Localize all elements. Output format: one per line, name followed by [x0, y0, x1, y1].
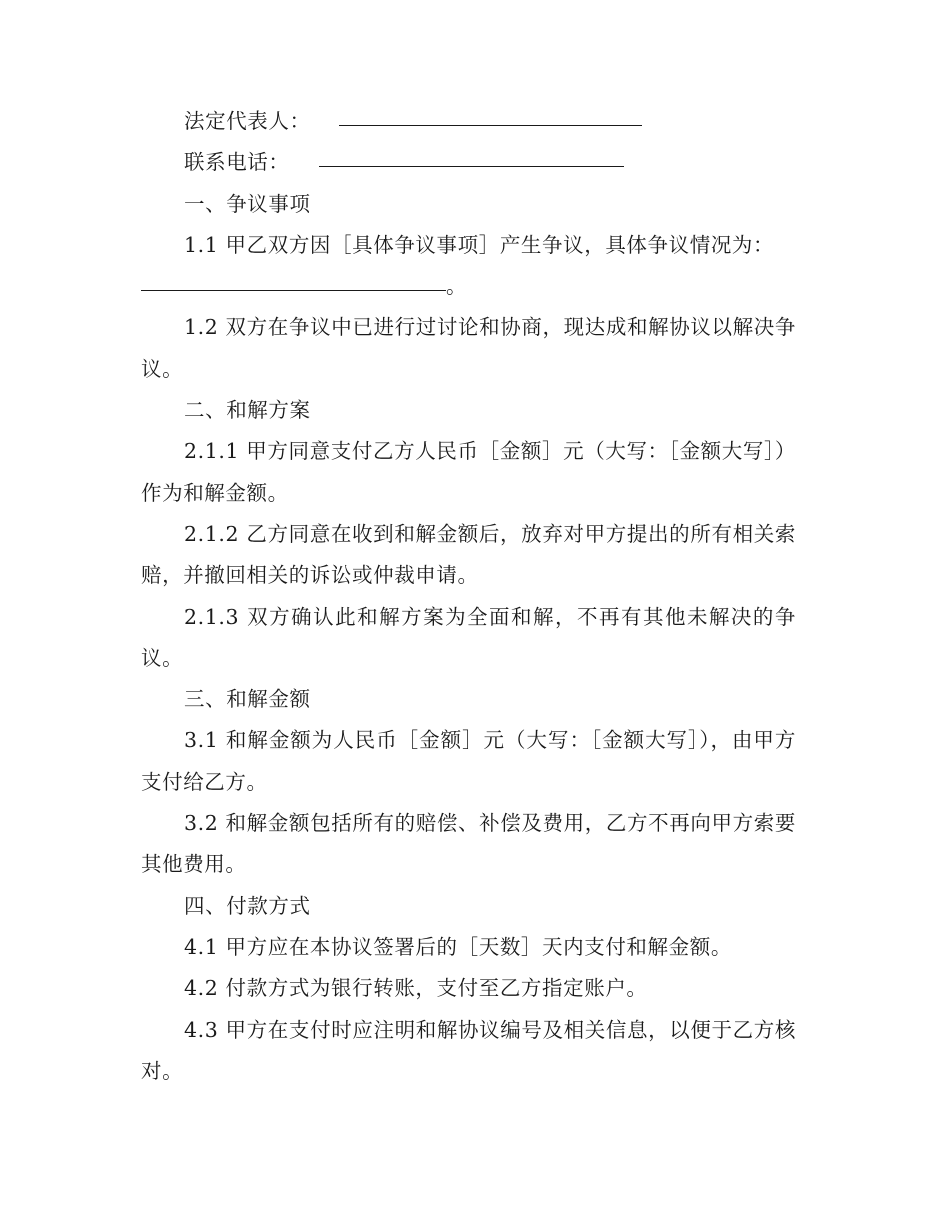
clause-1-2: 1.2 双方在争议中已进行过讨论和协商，现达成和解协议以解决争议。: [141, 315, 796, 381]
section-3-title: 三、和解金额: [184, 687, 311, 712]
section-4-title: 四、付款方式: [184, 893, 311, 918]
dispute-details-blank-line[interactable]: [141, 289, 446, 291]
clause-1-1-end: 。: [446, 274, 468, 299]
clause-4-2: 4.2 付款方式为银行转账，支付至乙方指定账户。: [184, 976, 648, 1001]
legal-rep-field: [141, 101, 796, 142]
clause-1-1-continuation: [141, 266, 796, 307]
clause-3-1: 3.1 和解金额为人民币［金额］元（大写：［金额大写］），由甲方支付给乙方。: [141, 728, 796, 794]
section-1-title: 一、争议事项: [184, 191, 311, 216]
phone-blank-line[interactable]: [319, 165, 624, 167]
clause-2-1-3: 2.1.3 双方确认此和解方案为全面和解，不再有其他未解决的争议。: [141, 604, 796, 670]
clause-2-1-2: 2.1.2 乙方同意在收到和解金额后，放弃对甲方提出的所有相关索赔，并撤回相关的诉讼或仲裁申请。: [141, 521, 796, 588]
clause-4-1: 4.1 甲方应在本协议签署后的［天数］天内支付和解金额。: [184, 934, 732, 959]
clause-2-1-1: 2.1.1 甲方同意支付乙方人民币［金额］元（大写：［金额大写］）作为和解金额。: [141, 439, 796, 505]
phone-label: 联系电话：: [184, 150, 290, 175]
clause-1-1: 1.1 甲乙双方因［具体争议事项］产生争议，具体争议情况为：: [184, 232, 775, 257]
clause-3-2: 3.2 和解金额包括所有的赔偿、补偿及费用，乙方不再向甲方索要其他费用。: [141, 811, 796, 877]
phone-field: [141, 142, 796, 183]
legal-rep-label: 法定代表人：: [184, 109, 311, 133]
section-2-title: 二、和解方案: [184, 398, 311, 423]
clause-4-3: 4.3 甲方在支付时应注明和解协议编号及相关信息，以便于乙方核对。: [141, 1017, 796, 1083]
document-body: [141, 101, 796, 1092]
legal-rep-blank-line[interactable]: [339, 124, 642, 126]
